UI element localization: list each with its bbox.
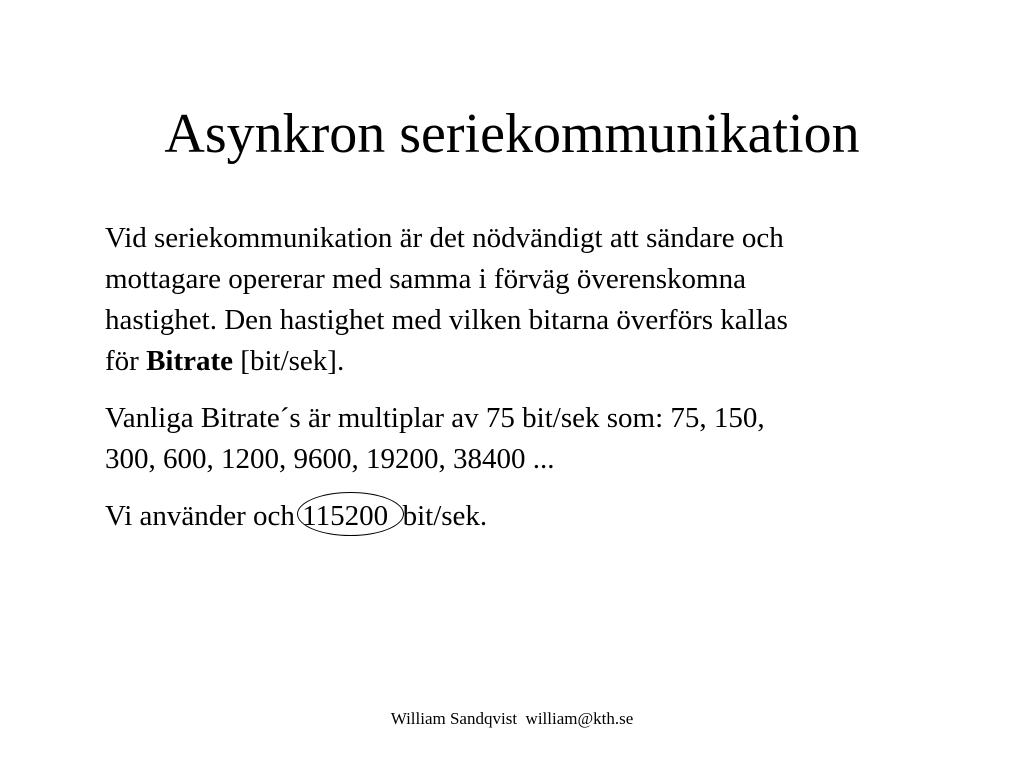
paragraph-common-bitrates [105, 398, 935, 480]
text-line [105, 496, 935, 537]
text-fragment: Vi använder och [105, 500, 303, 532]
text-fragment: [bit/sek]. [233, 345, 345, 377]
circled-bitrate-value [302, 496, 388, 537]
text-line: hastighet. Den hastighet med vilken bitarna överförs kallas [105, 304, 788, 336]
text-fragment: bit/sek. [388, 500, 488, 532]
text-line: 300, 600, 1200, 9600, 19200, 38400 ... [105, 443, 555, 475]
paragraph-used-bitrate [105, 496, 935, 537]
text-fragment: för [105, 345, 147, 377]
bitrate-term: Bitrate [146, 345, 234, 377]
highlight-value: 115200 [302, 500, 389, 532]
text-line [105, 341, 935, 382]
paragraph-bitrate-definition [105, 218, 935, 382]
text-line: mottagare opererar med samma i förväg överenskomna [105, 263, 746, 295]
slide-title: Asynkron seriekommunikation [164, 103, 860, 165]
slide-body [105, 218, 935, 553]
text-line: Vid seriekommunikation är det nödvändigt att sändare och [105, 222, 784, 254]
text-line: Vanliga Bitrate´s är multiplar av 75 bit/sek som: 75, 150, [105, 402, 765, 434]
slide-footer: William Sandqvist william@kth.se [390, 709, 634, 728]
